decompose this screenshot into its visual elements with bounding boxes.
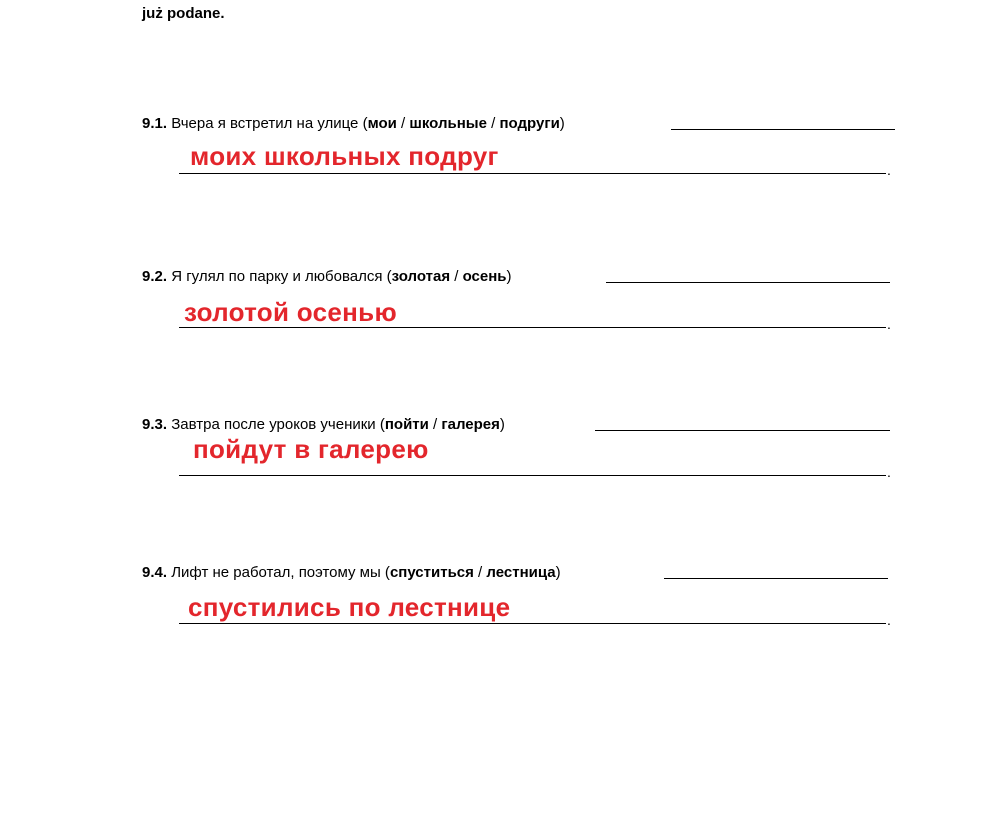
hint-separator: / — [486, 115, 500, 132]
prompt-text: Я гулял по парку и любовался ( — [171, 268, 392, 285]
hint-separator: / — [428, 416, 442, 433]
hint-word: лестница — [486, 564, 556, 581]
answer-line-bottom — [179, 327, 886, 328]
answer-line-bottom — [179, 623, 886, 624]
hint-word: школьные — [409, 115, 487, 132]
exercise-number: 9.1. — [142, 115, 168, 132]
hint-word: подруги — [499, 115, 560, 132]
hint-word: галерея — [441, 416, 500, 433]
prompt-close: ) — [555, 564, 561, 581]
prompt-text: Завтра после уроков ученики ( — [171, 416, 385, 433]
hint-word: мои — [367, 115, 397, 132]
answer-line-top — [595, 430, 890, 431]
prompt-text: Лифт не работал, поэтому мы ( — [171, 564, 390, 581]
prompt-close: ) — [559, 115, 565, 132]
prompt-close: ) — [499, 416, 505, 433]
answer-line-bottom — [179, 475, 886, 476]
handwritten-answer: золотой осенью — [184, 297, 397, 327]
sentence-end: . — [887, 612, 891, 628]
exercise-prompt — [142, 416, 505, 434]
exercise-number: 9.2. — [142, 268, 168, 285]
exercise-prompt — [142, 564, 561, 582]
hint-word: золотая — [391, 268, 451, 285]
exercise-number: 9.4. — [142, 564, 168, 581]
answer-line-top — [671, 129, 895, 130]
exercise-prompt — [142, 115, 565, 133]
exercise-number: 9.3. — [142, 416, 168, 433]
hint-separator: / — [396, 115, 410, 132]
hint-separator: / — [473, 564, 487, 581]
sentence-end: . — [887, 162, 891, 178]
sentence-end: . — [887, 316, 891, 332]
instruction-text: już podane. — [142, 5, 225, 22]
handwritten-answer: спустились по лестнице — [188, 592, 511, 622]
answer-line-top — [606, 282, 890, 283]
handwritten-answer: моих школьных подруг — [190, 141, 499, 171]
answer-line-top — [664, 578, 888, 579]
answer-line-bottom — [179, 173, 886, 174]
hint-word: пойти — [384, 416, 429, 433]
exercise-prompt — [142, 268, 512, 286]
prompt-close: ) — [506, 268, 512, 285]
hint-word: спуститься — [389, 564, 474, 581]
handwritten-answer: пойдут в галерею — [193, 434, 429, 464]
prompt-text: Вчера я встретил на улице ( — [171, 115, 368, 132]
hint-word: осень — [462, 268, 507, 285]
sentence-end: . — [887, 464, 891, 480]
hint-separator: / — [450, 268, 463, 285]
